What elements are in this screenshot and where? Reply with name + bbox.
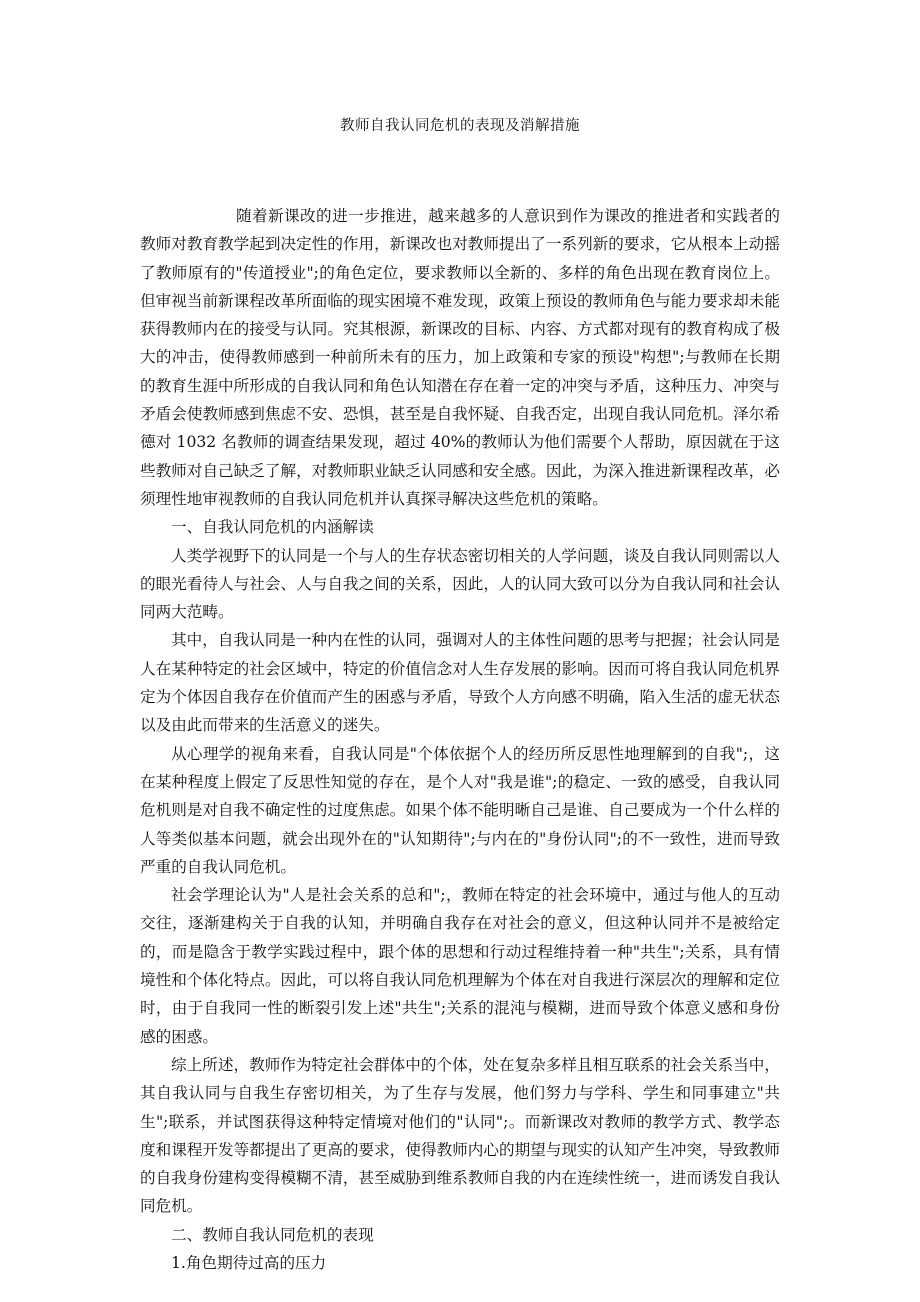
body-paragraph: 其中，自我认同是一种内在性的认同，强调对人的主体性问题的思考与把握；社会认同是人在某种特定的社会区域中，特定的价值信念对人生存发展的影响。因而可将自我认同危机界定为个体因自我存在价值而产生的困惑与矛盾，导致个人方向感不明确，陷入生活的虚无状态以及由此而带来的生活意义的迷失。	[140, 631, 780, 735]
body-paragraph: 人类学视野下的认同是一个与人的生存状态密切相关的人学问题，谈及自我认同则需以人的眼光看待人与社会、人与自我之间的关系，因此，人的认同大致可以分为自我认同和社会认同两大范畴。	[140, 546, 780, 622]
body-paragraph: 综上所述，教师作为特定社会群体中的个体，处在复杂多样且相互联系的社会关系当中，其自我认同与自我生存密切相关，为了生存与发展，他们努力与学科、学生和同事建立"共生";联系，并试图获得这种特定情境对他们的"认同";。而新课改对教师的教学方式、教学态度和课程开发等都提出了更高的要求，使得教师内心的期望与现实的认知产生冲突，导致教师的自我身份建构变得模糊不清，甚至威胁到维系教师自我的内在连续性统一，进而诱发自我认同危机。	[140, 1055, 780, 1216]
document-body	[140, 202, 780, 1277]
body-paragraph: 从心理学的视角来看，自我认同是"个体依据个人的经历所反思性地理解到的自我";，这在某种程度上假定了反思性知觉的存在，是个人对"我是谁";的稳定、一致的感受，自我认同危机则是对自我不确定性的过度焦虑。如果个体不能明晰自己是谁、自己要成为一个什么样的人等类似基本问题，就会出现外在的"认知期待";与内在的"身份认同";的不一致性，进而导致严重的自我认同危机。	[140, 744, 780, 876]
document-title: 教师自我认同危机的表现及消解措施	[340, 118, 580, 134]
subsection-heading-1: 1.角色期待过高的压力	[171, 1253, 327, 1272]
body-paragraph: 社会学理论认为"人是社会关系的总和";，教师在特定的社会环境中，通过与他人的互动交往，逐渐建构关于自我的认知，并明确自我存在对社会的意义，但这种认同并不是被给定的，而是隐含于教学实践过程中，跟个体的思想和行动过程维持着一种"共生";关系，具有情境性和个体化特点。因此，可以将自我认同危机理解为个体在对自我进行深层次的理解和定位时，由于自我同一性的断裂引发上述"共生";关系的混沌与模糊，进而导致个体意义感和身份感的困惑。	[140, 886, 780, 1046]
intro-paragraph: 随着新课改的进一步推进，越来越多的人意识到作为课改的推进者和实践者的教师对教育教学起到决定性的作用，新课改也对教师提出了一系列新的要求，它从根本上动摇了教师原有的"传道授业";的角色定位，要求教师以全新的、多样的角色出现在教育岗位上。但审视当前新课程改革所面临的现实困境不难发现，政策上预设的教师角色与能力要求却未能获得教师内在的接受与认同。究其根源，新课改的目标、内容、方式都对现有的教育构成了极大的冲击，使得教师感到一种前所未有的压力，加上政策和专家的预设"构想";与教师在长期的教育生涯中所形成的自我认同和角色认知潜在存在着一定的冲突与矛盾，这种压力、冲突与矛盾会使教师感到焦虑不安、恐惧，甚至是自我怀疑、自我否定，出现自我认同危机。泽尔希德对 1032 名教师的调查结果发现，超过 40%的教师认为他们需要个人帮助，原因就在于这些教师对自己缺乏了解，对教师职业缺乏认同感和安全感。因此，为深入推进新课程改革，必须理性地审视教师的自我认同危机并认真探寻解决这些危机的策略。	[140, 207, 780, 508]
section-heading-2: 二、教师自我认同危机的表现	[171, 1225, 374, 1244]
section-heading-1: 一、自我认同危机的内涵解读	[171, 518, 374, 537]
